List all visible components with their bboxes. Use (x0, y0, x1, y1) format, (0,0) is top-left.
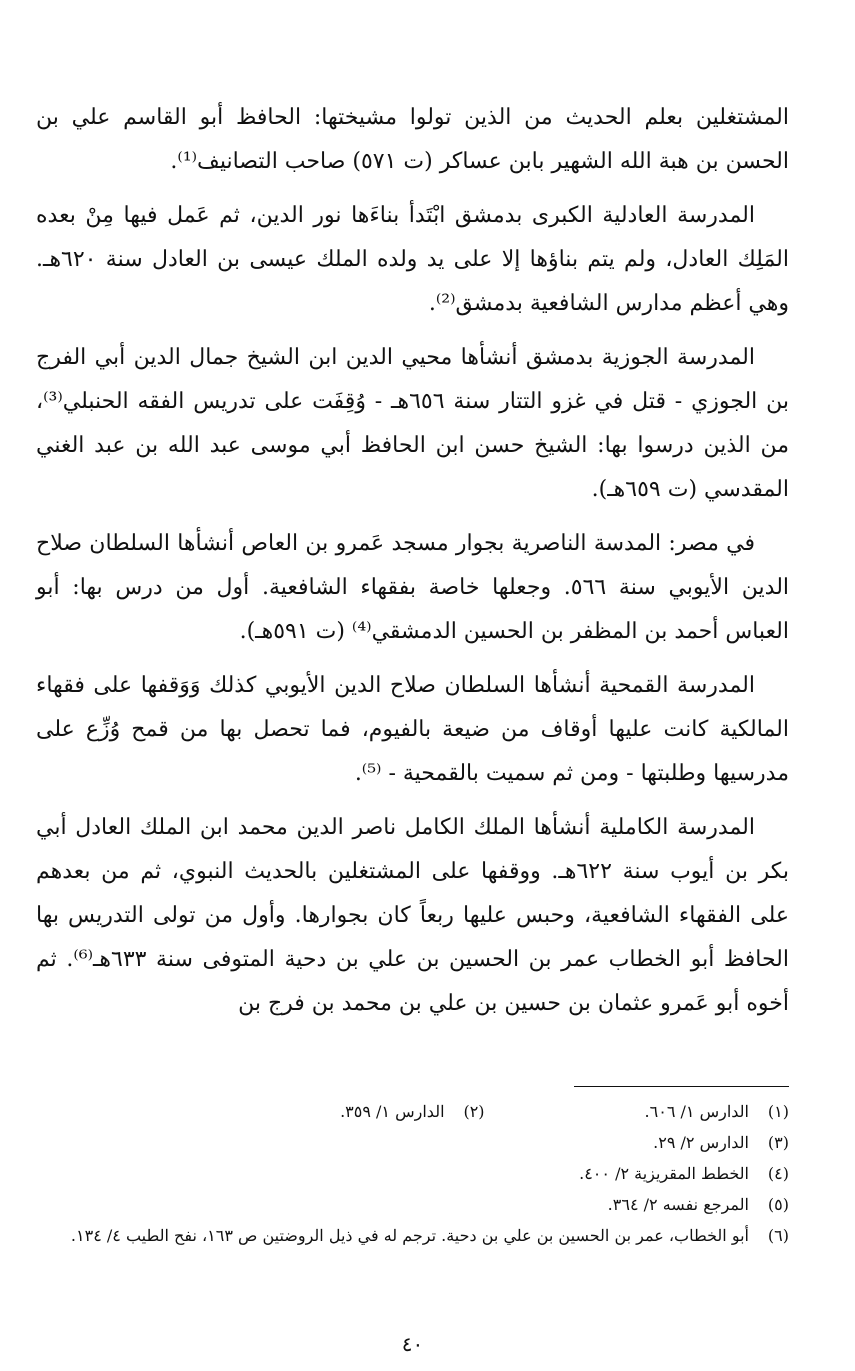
paragraph: المدرسة العادلية الكبرى بدمشق ابْتَدأ بناءَها نور الدين، ثم عَمل فيها مِنْ بعده المَلِك العادل، ولم يتم بناؤها إلا على يد ولده الملك عيسى بن العادل سنة ٦٢٠هـ. وهي أعظم مدارس الشافعية بدمشق⁽²⁾. (36, 203, 789, 316)
footnote-item (645, 1096, 789, 1127)
footnote-text: المرجع نفسه ٢/ ٣٦٤. (607, 1195, 749, 1214)
footnote-number: (٤) (767, 1164, 789, 1183)
footnote-text: الدارس ١/ ٦٠٦. (644, 1102, 749, 1121)
paragraph: في مصر: المدسة الناصرية بجوار مسجد عَمرو بن العاص أنشأها السلطان صلاح الدين الأيوبي سنة ٥٦٦. وجعلها خاصة بفقهاء الشافعية. أول من درس بها: أبو العباس أحمد بن المظفر بن الحسين الدمشقي⁽⁴⁾ (ت ٥٩١هـ). (36, 531, 790, 644)
main-text (36, 96, 789, 1026)
paragraph: المشتغلين بعلم الحديث من الذين تولوا مشيختها: الحافظ أبو القاسم علي بن الحسن بن هبة الله الشهير بابن عساكر (ت ٥٧١) صاحب التصانيف⁽¹⁾. (36, 105, 789, 174)
footnote-number: (٢) (463, 1102, 485, 1121)
footnote-item (340, 1096, 484, 1127)
footnote-item (36, 1189, 789, 1220)
page-number: ٤٠ (401, 1332, 424, 1356)
footnote-text: الخطط المقريزية ٢/ ٤٠٠. (579, 1164, 749, 1183)
footnote-text: الدارس ١/ ٣٥٩. (340, 1102, 445, 1121)
footnote-number: (٥) (767, 1195, 789, 1214)
paragraph: المدرسة الكاملية أنشأها الملك الكامل ناصر الدين محمد ابن الملك العادل أبي بكر بن أيوب سنة ٦٢٢هـ. ووقفها على المشتغلين بالحديث النبوي، ثم من بعدهم على الفقهاء الشافعية، وحبس عليها ربعاً كان بجوارها. وأول من تولى التدريس بها الحافظ أبو الخطاب عمر بن الحسين بن علي بن دحية المتوفى سنة ٦٣٣هـ⁽⁶⁾. ثم أخوه أبو عَمرو عثمان بن حسين بن علي بن محمد بن فرج بن (36, 815, 790, 1016)
paragraph: المدرسة القمحية أنشأها السلطان صلاح الدين الأيوبي كذلك وَوَقفها على فقهاء المالكية كانت عليها أوقاف من ضيعة بالفيوم، فما تحصل بها من قمح وُزِّع على مدرسيها وطلبتها - ومن ثم سميت بالقمحية - ⁽⁵⁾. (36, 673, 789, 786)
footnote-item (36, 1127, 789, 1158)
footnote-text: أبو الخطاب، عمر بن الحسين بن علي بن دحية. ترجم له في ذيل الروضتين ص ١٦٣، نفح الطيب ٤/ ١٣٤. (70, 1226, 749, 1245)
book-page (36, 96, 789, 1371)
footnote-row (36, 1096, 789, 1127)
footnote-item (36, 1220, 789, 1251)
footnote-text: الدارس ٢/ ٢٩. (653, 1133, 749, 1152)
footnote-item (36, 1158, 789, 1189)
footnote-number: (٦) (767, 1226, 789, 1245)
footnote-number: (٣) (767, 1133, 789, 1152)
footnotes (36, 1096, 789, 1251)
footnote-divider (574, 1086, 789, 1087)
paragraph: المدرسة الجوزية بدمشق أنشأها محيي الدين ابن الشيخ جمال الدين أبي الفرج بن الجوزي - قتل في غزو التتار سنة ٦٥٦هـ - وُقِفَت على تدريس الفقه الحنبلي⁽³⁾، من الذين درسوا بها: الشيخ حسن ابن الحافظ أبي موسى عبد الله بن عبد الغني المقدسي (ت ٦٥٩هـ). (36, 345, 789, 502)
footnote-number: (١) (767, 1102, 789, 1121)
